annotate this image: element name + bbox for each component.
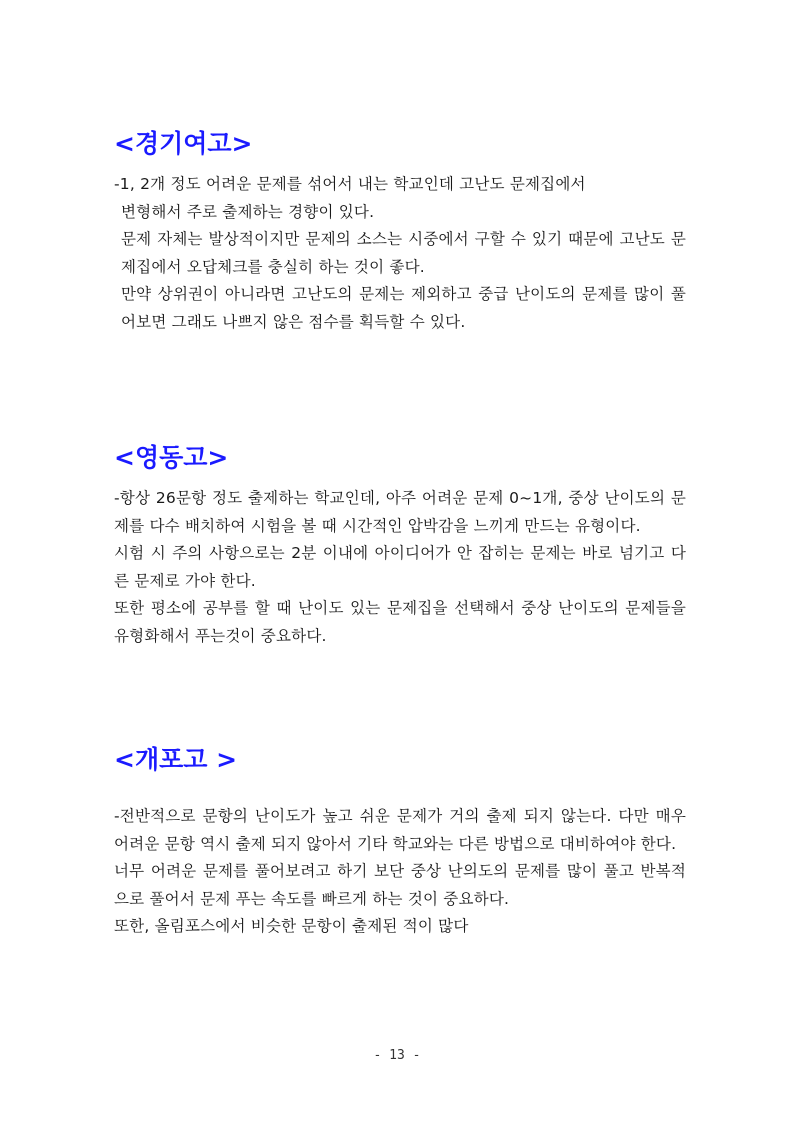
section-paragraph: 너무 어려운 문제를 풀어보려고 하기 보단 중상 난의도의 문제를 많이 풀고 반복적으로 풀어서 문제 푸는 속도를 빠르게 하는 것이 중요하다. (114, 862, 686, 908)
section-gaepo-high (114, 744, 686, 941)
section-paragraph: -전반적으로 문항의 난이도가 높고 쉬운 문제가 거의 출제 되지 않는다. 다만 매우 어려운 문항 역시 출제 되지 않아서 기타 학교와는 다른 방법으로 대비하여야 한다. (114, 807, 686, 853)
section-paragraph: -항상 26문항 정도 출제하는 학교인데, 아주 어려운 문제 0~1개, 중상 난이도의 문제를 다수 배치하여 시험을 볼 때 시간적인 압박감을 느끼게 만드는 유형이다. (114, 489, 686, 535)
section-paragraph: 만약 상위권이 아니라면 고난도의 문제는 제외하고 중급 난이도의 문제를 많이 풀어보면 그래도 나쁘지 않은 점수를 획득할 수 있다. (121, 285, 686, 331)
section-gyeonggi-girls (114, 128, 686, 336)
section-paragraph: 시험 시 주의 사항으로는 2분 이내에 아이디어가 안 잡히는 문제는 바로 넘기고 다른 문제로 가야 한다. (114, 544, 686, 590)
section-heading: <개포고 > (114, 745, 238, 774)
section-paragraph: 또한 평소에 공부를 할 때 난이도 있는 문제집을 선택해서 중상 난이도의 문제들을 유형화해서 푸는것이 중요하다. (114, 599, 686, 645)
section-paragraph: 문제 자체는 발상적이지만 문제의 소스는 시중에서 구할 수 있기 때문에 고난도 문제집에서 오답체크를 충실히 하는 것이 좋다. (121, 230, 686, 276)
section-paragraph: 변형해서 주로 출제하는 경향이 있다. (121, 202, 375, 221)
page-number: - 13 - (373, 1048, 421, 1063)
section-paragraph: 또한, 올림포스에서 비슷한 문항이 출제된 적이 많다 (114, 917, 469, 935)
section-paragraph: -1, 2개 정도 어려운 문제를 섞어서 내는 학교인데 고난도 문제집에서 (114, 175, 586, 193)
section-yeongdong-high (114, 442, 686, 650)
section-heading: <경기여고> (114, 129, 253, 158)
section-heading: <영동고> (114, 443, 229, 472)
